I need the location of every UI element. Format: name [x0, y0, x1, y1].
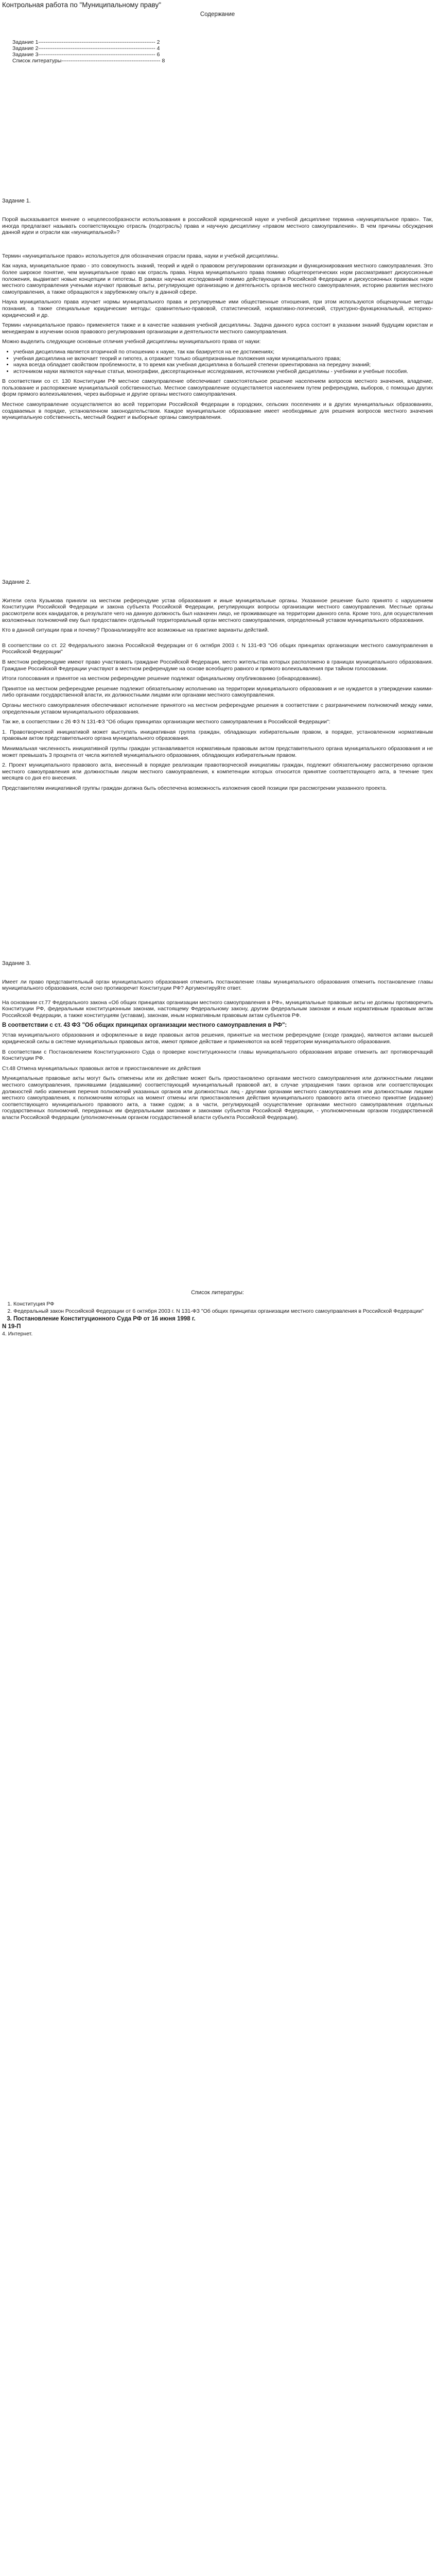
- list-item: • источником науки являются научные статьи, монографии, диссертационные исследования, источником учебной дисциплины - учебники и учебные пособия.: [13, 368, 433, 375]
- document-title: Контрольная работа по "Муниципальному праву": [2, 1, 162, 9]
- task-1-paragraph: Наука муниципального права изучает нормы муниципального права и регулируемые ими общественные отношения, при этом используются общенаучные методы познания, а также специальные юридические методы: сравнительно-правовой, статистический, нормативно-логический, структурно-функциональный, историко-юридический и др.: [2, 299, 433, 318]
- toc-item[interactable]: 3. Задание 3----------------------------------------------------------------- 6: [12, 52, 433, 58]
- task-3-section: [2, 960, 433, 1121]
- task-2-paragraph: Итоги голосования и принятое на местном референдуме решение подлежат официальному опубликованию (обнародованию).: [2, 675, 322, 682]
- literature-section: [2, 1290, 433, 1337]
- list-item: • учебная дисциплина не включает теорий и гипотез, а отражает только общепризнанные положения науки муниципального права;: [13, 355, 433, 362]
- literature-heading: Список литературы:: [191, 1289, 244, 1296]
- spacer: [2, 967, 433, 979]
- toc-heading: Содержание: [200, 11, 235, 18]
- task-3-paragraph: Муниципальные правовые акты могут быть отменены или их действие может быть приостановлено органами местного самоуправления или должностными лицами местного самоуправления, принявшими (издавшими) соответствующий муниципальный правовой акт, в случае упразднения таких органов или соответствующих должностей либо изменения перечня полномочий указанных органов или должностных лиц - другими органами местного самоуправления или должностными лицами местного самоуправления, к полномочиям которых на момент отмены или приостановления действия муниципального правового акта отнесено принятие (издание) соответствующего муниципального правового акта, а также судом; а в части, регулирующей осуществление органами местного самоуправления отдельных государственных полномочий, переданных им федеральными законами и законами субъектов Российской Федерации, - уполномоченным органом государственной власти Российской Федерации (уполномоченным органом государственной власти субъекта Российской Федерации).: [2, 1075, 433, 1121]
- task-2-title: Задание 2.: [2, 579, 31, 585]
- task-3-paragraph: Ст.48 Отмена муниципальных правовых актов и приостановление их действия: [2, 1065, 201, 1072]
- page-break-space: [2, 64, 433, 198]
- task-1-question: Порой высказывается мнение о нецелесообразности использования в российской юридической науке и учебной дисциплине термина «муниципальное право». Так, иногда предлагают называть соответствующую отрасль (подотрасль) права и научную дисциплину «правом местного самоуправления». В чем причины обсуждения данной идеи и отрасли как «муниципальной»?: [2, 216, 433, 236]
- list-item: • наука всегда обладает свойством проблемности, в то время как учебная дисциплина в большей степени ориентирована на передачу знаний;: [13, 362, 433, 368]
- list-item: • учебная дисциплина является вторичной по отношению к науке, так как базируется на ее достижениях;: [13, 349, 433, 355]
- task-1-paragraph: В соответствии со ст. 130 Конституции РФ местное самоуправление обеспечивает самостоятельное решение населением вопросов местного значения, владение, пользование и распоряжение муниципальной собственностью. Местное самоуправление осуществляется населением путем референдума, выборов, с помощью других форм прямого волеизъявления, через выборные и другие органы местного самоуправления.: [2, 378, 433, 398]
- spacer: [2, 204, 433, 216]
- task-2-paragraph: Так же, в соответствии с 26 ФЗ N 131-ФЗ "Об общих принципах организации местного самоуправления в Российской Федерации":: [2, 719, 330, 725]
- task-2-paragraph: 1. Правотворческой инициативой может выступать инициативная группа граждан, обладающих избирательным правом, в порядке, установленном нормативным правовым актом представительного органа муниципального образования.: [2, 728, 433, 742]
- task-1-section: [2, 198, 433, 421]
- task-3-paragraph: На основании ст.77 Федерального закона «Об общих принципах организации местного самоуправления в РФ», муниципальные правовые акты не должны противоречить Конституции РФ, федеральным конституционным законам, настоящему Федеральному закону, другим федеральным законам и иным нормативным правовым актам Российской Федерации, а также конституциям (уставам), законам, иным нормативным правовым актам субъектов РФ.: [2, 999, 433, 1019]
- literature-item: 2. Федеральный закон Российской Федерации от 6 октября 2003 г. N 131-ФЗ "Об общих принципах организации местного самоуправления в Российской Федерации": [13, 1308, 433, 1315]
- task-2-section: [2, 579, 433, 792]
- page-break-space: [2, 1125, 433, 1290]
- task-1-paragraph: Как наука, муниципальное право - это совокупность знаний, теорий и идей о правовом регулировании организации и функционирования местного самоуправления. Это более широкое понятие, чем муниципальное право как отрасль права. Наука муниципального права помимо общетеоретических норм рассматривает дискуссионные положения, выдвигает новые концепции и гипотезы. В рамках научных исследований помимо действующих в Российской Федерации и дискуссионных правовых норм местного самоуправления учеными изучают правовые акты, регулирующие организацию и деятельность органов местного самоуправления, историю развития местного самоуправления, а также обращаются к зарубежному опыту в данной сфере.: [2, 263, 433, 295]
- task-2-paragraph: Органы местного самоуправления обеспечивают исполнение принятого на местном референдуме решения в соответствии с разграничением полномочий между ними, определенным уставом муниципального образования.: [2, 702, 433, 715]
- task-1-paragraph: Термин «муниципальное право» применяется также и в качестве названия учебной дисциплины. Задача данного курса состоит в указании знаний будущим юристам и менеджерам в изучении основ правового регулирования организации и деятельности местного самоуправления.: [2, 322, 433, 335]
- literature-item: 1. Конституция РФ: [13, 1301, 433, 1308]
- spacer: [2, 585, 433, 598]
- task-1-bullet-list: [2, 349, 433, 375]
- task-1-paragraph: Можно выделить следующие основные отличия учебной дисциплины муниципального права от науки:: [2, 338, 261, 345]
- task-2-paragraph: В местном референдуме имеют право участвовать граждане Российской Федерации, место жительства которых расположено в границах муниципального образования. Граждане Российской Федерации участвуют в местном референдуме на основе всеобщего равного и прямого волеизъявления при тайном голосовании.: [2, 659, 433, 672]
- task-2-paragraph: Минимальная численность инициативной группы граждан устанавливается нормативным правовым актом представительного органа муниципального образования и не может превышать 3 процента от числа жителей муниципального образования, обладающих избирательным правом.: [2, 745, 433, 758]
- task-3-title: Задание 3.: [2, 960, 31, 967]
- task-3-paragraph: Устав муниципального образования и оформленные в виде правовых актов решения, принятые на местном референдуме (сходе граждан), являются актами высшей юридической силы в системе муниципальных правовых актов, имеют прямое действие и применяются на всей территории муниципального образования.: [2, 1032, 433, 1045]
- task-2-paragraph: 2. Проект муниципального правового акта, внесенный в порядке реализации правотворческой инициативы граждан, подлежит обязательному рассмотрению органом местного самоуправления или должностным лицом местного самоуправления, к компетенции которых относится принятие соответствующего акта, в течение трех месяцев со дня его внесения.: [2, 762, 433, 782]
- task-1-paragraph: Местное самоуправление осуществляется во всей территории Российской Федерации в городских, сельских поселениях и в других муниципальных образованиях, создаваемых в порядке, установленном законодательством. Каждое муниципальное образование имеет необходимые для решения вопросов местного значения муниципальную собственность, местный бюджет и выборные органы самоуправления.: [2, 401, 433, 421]
- toc-item[interactable]: 4. Список литературы------------------------------------------------------- 8: [12, 58, 433, 64]
- literature-item-tail: N 19-П: [2, 1324, 21, 1330]
- spacer: [2, 240, 433, 253]
- task-2-paragraph: Представителям инициативной группы граждан должна быть обеспечена возможность изложения своей позиции при рассмотрении указанного проекта.: [2, 785, 387, 791]
- task-2-paragraph: В соответствии со ст. 22 Федерального закона Российской Федерации от 6 октября 2003 г. N 131-ФЗ "Об общих принципах организации местного самоуправления в Российской Федерации": [2, 642, 433, 655]
- toc-item[interactable]: 2. Задание 2----------------------------------------------------------------- 4: [12, 45, 433, 52]
- page-break-space: [2, 425, 433, 579]
- spacer: [2, 637, 433, 642]
- spacer: [2, 995, 433, 999]
- task-2-paragraph: Принятое на местном референдуме решение подлежит обязательному исполнению на территории муниципального образования и не нуждается в утверждении какими-либо органами государственной власти, их должностными лицами или органами местного самоуправления.: [2, 685, 433, 699]
- table-of-contents: [2, 39, 433, 64]
- literature-list: [2, 1301, 433, 1323]
- toc-item[interactable]: 1. Задание 1----------------------------------------------------------------- 2: [12, 39, 433, 45]
- task-3-law-heading: В соответствии с ст. 43 ФЗ "Об общих принципах организации местного самоуправления в РФ":: [2, 1022, 287, 1029]
- task-3-question: Имеет ли право представительный орган муниципального образования отменить постановление главы муниципального образования отменить постановление главы муниципального образования, если оно противоречит Конституции РФ? Аргументируйте ответ.: [2, 978, 433, 992]
- literature-item: 3. Постановление Конституционного Суда РФ от 16 июня 1998 г.: [13, 1316, 433, 1323]
- page-break-space: [2, 795, 433, 960]
- task-2-question: Кто в данной ситуации прав и почему? Проанализируйте все возможные на практике варианты действий.: [2, 627, 269, 634]
- literature-item: 4. Интернет.: [2, 1331, 33, 1337]
- task-3-paragraph: В соответствии с Постановлением Конституционного Суда о проверке конституционности главы муниципального образования вправе отменить акт противоречащий Конституции РФ.: [2, 1048, 433, 1062]
- task-2-question: Жители села Кузьмова приняли на местном референдуме устав образования и иные муниципальные органы. Указанное решение было принято с нарушением Конституции Российской Федерации и закона субъекта Российской Федерации, регулирующих вопросы организации местного самоуправления. Местные органы рассмотрели всех кандидатов, в результате чего на данную должность был назначен лицо, не проживающее на территории данного села. Кроме того, для осуществления возложенных полномочий ему был предоставлен отдельный территориальный орган местного самоуправления, определенный уставом муниципального образования.: [2, 597, 433, 623]
- task-1-title: Задание 1.: [2, 198, 31, 204]
- task-1-paragraph: Термин «муниципальное право» используется для обозначения отрасли права, науки и учебной дисциплины.: [2, 252, 279, 259]
